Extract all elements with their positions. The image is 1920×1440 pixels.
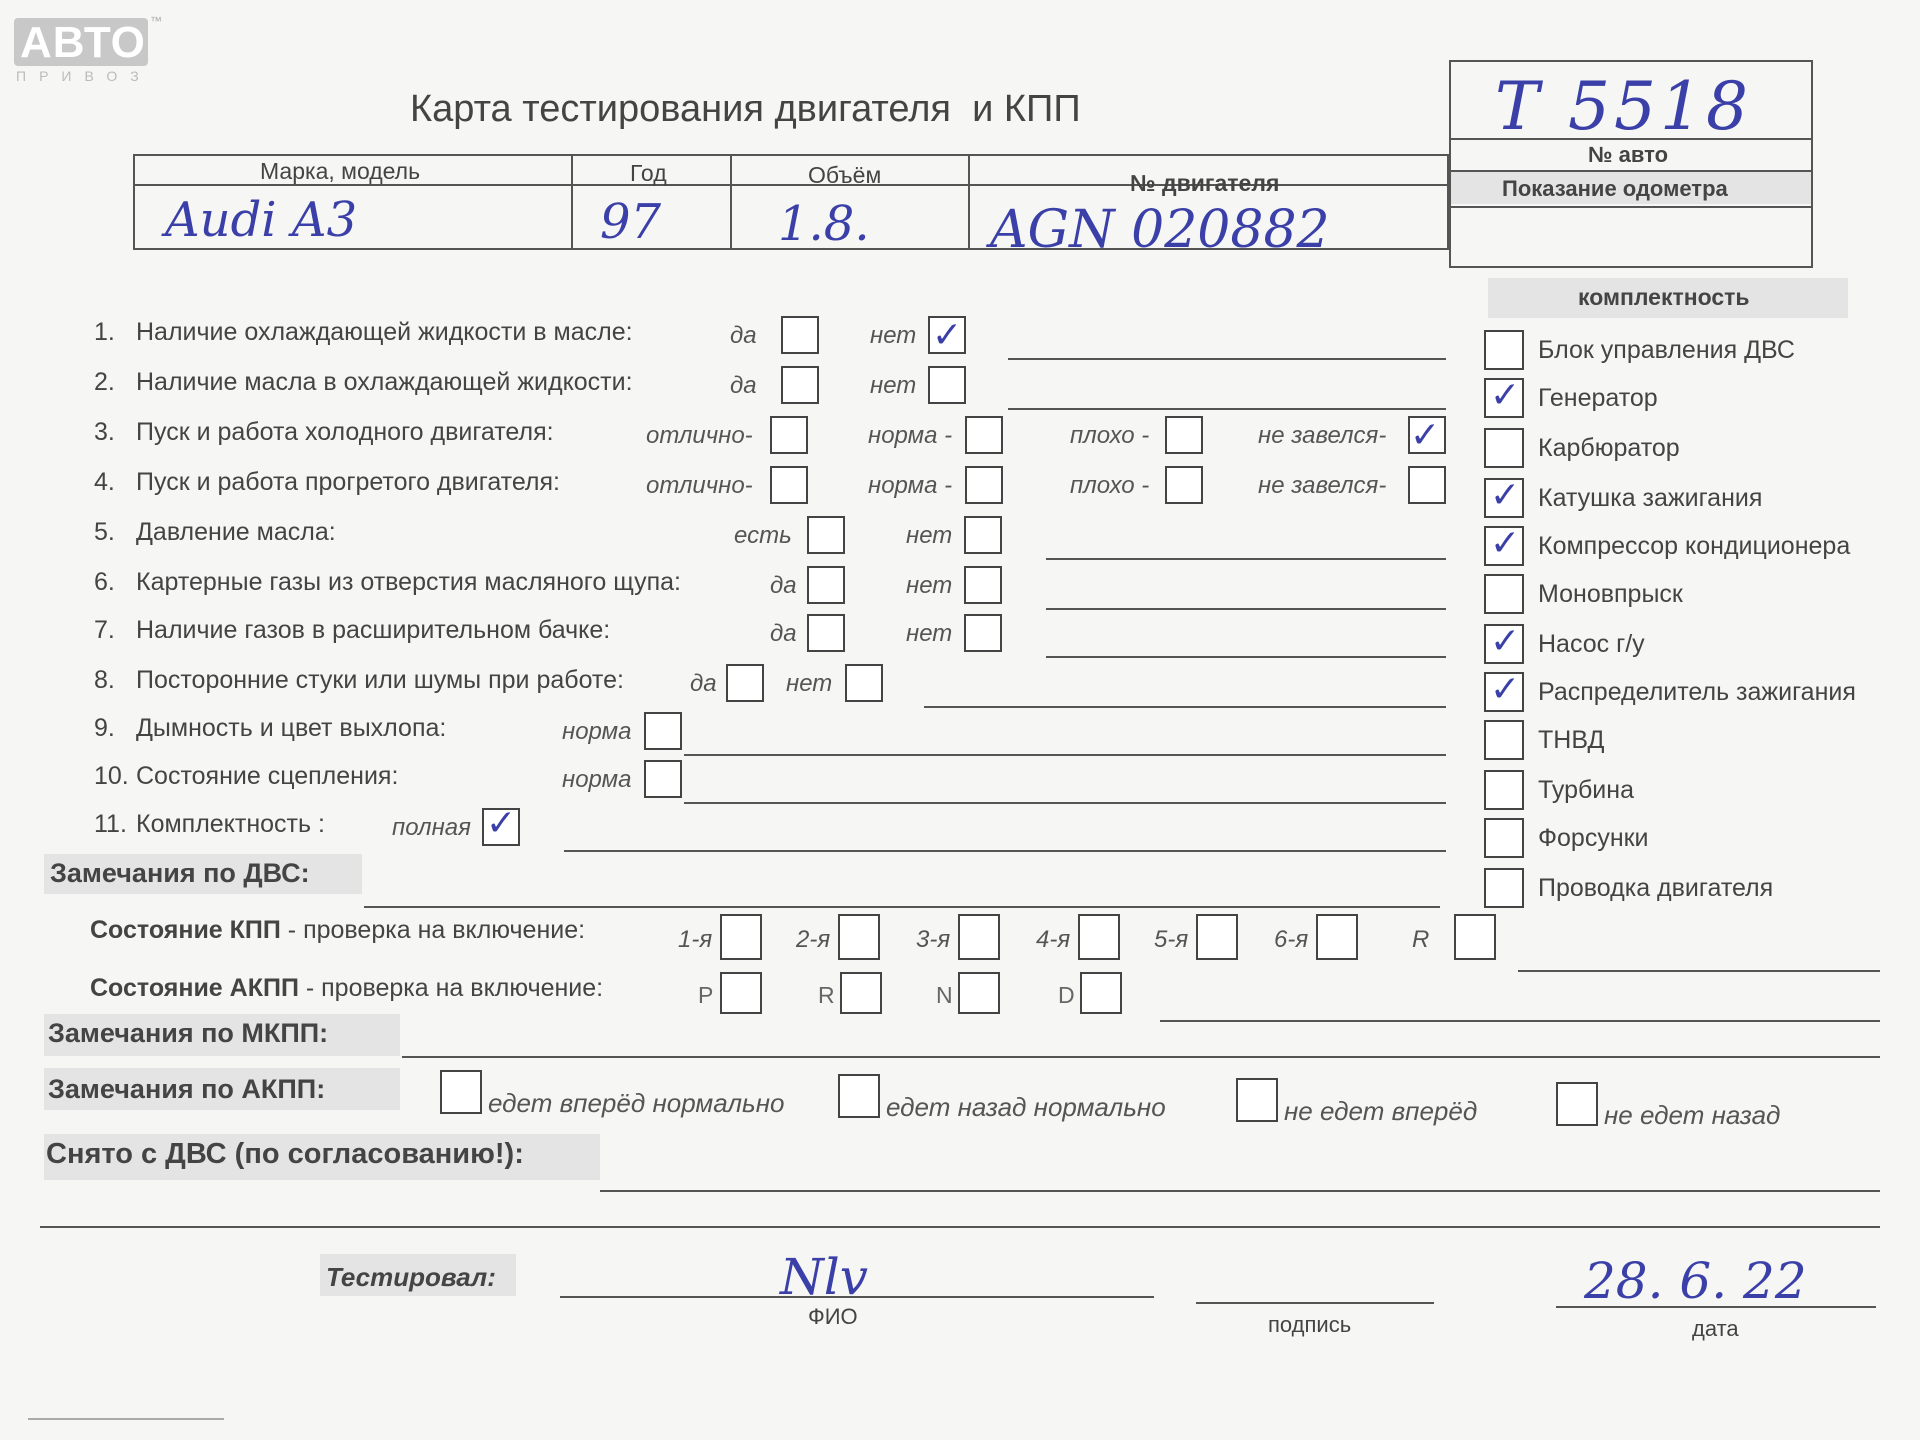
akpp-option-checkbox[interactable] <box>838 1074 880 1118</box>
item-checkbox[interactable] <box>726 664 764 702</box>
akpp-option-label: не едет назад <box>1604 1100 1781 1130</box>
odometer-label: Показание одометра <box>1502 176 1728 201</box>
item-checkbox[interactable] <box>964 516 1002 554</box>
item-label: Давление масла: <box>136 518 336 546</box>
akpp-option-checkbox[interactable] <box>440 1070 482 1114</box>
completeness-item-label: Катушка зажигания <box>1538 484 1763 512</box>
completeness-item-label: Блок управления ДВС <box>1538 336 1795 364</box>
sign-caption: подпись <box>1268 1312 1352 1337</box>
item-option-label: есть <box>734 522 792 549</box>
akpp-option-checkbox[interactable] <box>1236 1078 1278 1122</box>
item-option-label: не завелся- <box>1258 472 1387 499</box>
item-option-label: норма <box>562 718 632 745</box>
removed-line[interactable] <box>600 1190 1880 1192</box>
item-notes-line[interactable] <box>684 754 1446 756</box>
completeness-checkbox[interactable] <box>1484 574 1524 614</box>
item-checkbox[interactable] <box>781 316 819 354</box>
item-option-label: нет <box>906 572 953 599</box>
item-checkbox[interactable] <box>770 416 808 454</box>
completeness-checkbox[interactable] <box>1484 868 1524 908</box>
col-volume-header: Объём <box>808 162 882 188</box>
item-checkbox[interactable] <box>1165 416 1203 454</box>
completeness-item-label: Турбина <box>1538 776 1634 804</box>
kpp-gear-checkbox[interactable] <box>1078 914 1120 960</box>
item-number: 9. <box>94 714 115 742</box>
item-label: Пуск и работа прогретого двигателя: <box>136 468 560 496</box>
item-number: 11. <box>94 810 127 838</box>
item-number: 4. <box>94 468 115 496</box>
completeness-tick: ✓ <box>1490 375 1521 416</box>
item-label: Дымность и цвет выхлопа: <box>136 714 447 742</box>
item-number: 2. <box>94 368 115 396</box>
item-option-label: да <box>770 620 797 647</box>
completeness-checkbox[interactable] <box>1484 330 1524 370</box>
item-option-label: нет <box>906 522 953 549</box>
col-brand-header: Марка, модель <box>260 158 421 184</box>
completeness-tick: ✓ <box>1490 621 1521 662</box>
item-option-label: нет <box>906 620 953 647</box>
completeness-item-label: Карбюратор <box>1538 434 1680 462</box>
completeness-tick: ✓ <box>1490 523 1521 564</box>
item-option-label: да <box>690 670 717 697</box>
kpp-gear-label: 5-я <box>1154 926 1189 953</box>
kpp-gear-label: 6-я <box>1274 926 1309 953</box>
fio-caption: ФИО <box>808 1304 858 1329</box>
item-number: 3. <box>94 418 115 446</box>
date-value: 28. 6. 22 <box>1584 1252 1807 1310</box>
item-option-label: нет <box>870 322 917 349</box>
item-checkbox[interactable] <box>1408 466 1446 504</box>
item-checkbox[interactable] <box>965 466 1003 504</box>
item-option-label: нет <box>786 670 833 697</box>
kpp-label-b: - проверка на включение: <box>280 916 586 944</box>
tested-label: Тестировал: <box>326 1262 496 1292</box>
item-checkbox[interactable] <box>928 366 966 404</box>
completeness-checkbox[interactable] <box>1484 720 1524 760</box>
completeness-item-label: Генератор <box>1538 384 1658 412</box>
item-checkbox[interactable] <box>845 664 883 702</box>
item-checkbox[interactable] <box>807 614 845 652</box>
item-number: 1. <box>94 318 115 346</box>
item-option-label: нет <box>870 372 917 399</box>
akpp-gear-label: D <box>1058 982 1075 1008</box>
item-option-label: полная <box>392 814 471 841</box>
item-notes-line[interactable] <box>1008 408 1446 410</box>
item-checkbox[interactable] <box>964 566 1002 604</box>
item-checkbox[interactable] <box>770 466 808 504</box>
item-label: Наличие газов в расширительном бачке: <box>136 616 611 644</box>
item-option-label: отлично- <box>646 472 753 499</box>
item-option-label: отлично- <box>646 422 753 449</box>
volume-value: 1.8. <box>778 196 870 252</box>
item-option-label: да <box>730 372 757 399</box>
item-number: 10. <box>94 762 129 790</box>
completeness-tick: ✓ <box>1490 475 1521 516</box>
akpp-gear-checkbox[interactable] <box>1080 972 1122 1014</box>
akpp-gear-checkbox[interactable] <box>720 972 762 1014</box>
item-checkbox[interactable] <box>965 416 1003 454</box>
kpp-gear-checkbox[interactable] <box>1196 914 1238 960</box>
kpp-gear-checkbox[interactable] <box>1454 914 1496 960</box>
completeness-item-label: Распределитель зажигания <box>1538 678 1856 706</box>
item-number: 5. <box>94 518 115 546</box>
item-notes-line[interactable] <box>1008 358 1446 360</box>
kpp-gear-label: 3-я <box>916 926 951 953</box>
brand-value: Audi A3 <box>165 192 358 248</box>
item-number: 6. <box>94 568 115 596</box>
item-checkbox[interactable] <box>807 566 845 604</box>
completeness-item-label: Проводка двигателя <box>1538 874 1774 902</box>
item-number: 8. <box>94 666 115 694</box>
completeness-item-label: Компрессор кондиционера <box>1538 532 1851 560</box>
item-option-label: плохо - <box>1070 422 1150 449</box>
kpp-gear-label: 1-я <box>678 926 713 953</box>
akpp-gear-label: R <box>818 982 835 1008</box>
item3-not-started-tick: ✓ <box>1410 415 1441 456</box>
kpp-gear-checkbox[interactable] <box>1316 914 1358 960</box>
auto-number-value: T 5518 <box>1495 68 1752 145</box>
completeness-checkbox[interactable] <box>1484 818 1524 858</box>
item-label: Наличие масла в охлаждающей жидкости: <box>136 368 633 396</box>
completeness-item-label: Насос г/у <box>1538 630 1645 658</box>
item-notes-line[interactable] <box>1046 656 1446 658</box>
akpp-option-label: едет назад нормально <box>886 1092 1166 1122</box>
kpp-gear-checkbox[interactable] <box>720 914 762 960</box>
remarks-dvs-label: Замечания по ДВС: <box>50 858 310 888</box>
item-checkbox[interactable] <box>781 366 819 404</box>
item-checkbox[interactable] <box>644 712 682 750</box>
date-line[interactable] <box>1556 1306 1876 1308</box>
item-label: Посторонние стуки или шумы при работе: <box>136 666 624 694</box>
logo-text: АВТО <box>20 18 146 67</box>
year-value: 97 <box>600 194 662 250</box>
completeness-item-label: Моновпрыск <box>1538 580 1683 608</box>
completeness-tick: ✓ <box>1490 669 1521 710</box>
item-notes-line[interactable] <box>684 802 1446 804</box>
kpp-gear-checkbox[interactable] <box>838 914 880 960</box>
removed-label: Снято с ДВС (по согласованию!): <box>46 1138 524 1170</box>
completeness-title: комплектность <box>1578 284 1750 310</box>
item-option-label: норма - <box>868 422 953 449</box>
item-option-label: плохо - <box>1070 472 1150 499</box>
kpp-label <box>90 916 585 945</box>
akpp-gear-checkbox[interactable] <box>840 972 882 1014</box>
col-engine-header: № двигателя <box>1130 170 1280 196</box>
page-title: Карта тестирования двигателя и КПП <box>410 88 1081 130</box>
akpp-label <box>90 974 603 1003</box>
completeness-checkbox[interactable] <box>1484 428 1524 468</box>
item-label: Комплектность : <box>136 810 325 838</box>
auto-number-label: № авто <box>1588 142 1669 167</box>
akpp-label-a: Состояние АКПП <box>90 974 299 1002</box>
akpp-option-label: не едет вперёд <box>1284 1096 1478 1126</box>
item-option-label: да <box>770 572 797 599</box>
item-option-label: не завелся- <box>1258 422 1387 449</box>
item-option-label: норма - <box>868 472 953 499</box>
fio-line[interactable] <box>560 1296 1154 1298</box>
item-notes-line[interactable] <box>1046 558 1446 560</box>
item-notes-line[interactable] <box>1046 608 1446 610</box>
kpp-gear-label: R <box>1412 926 1430 953</box>
remarks-mkpp-line[interactable] <box>402 1056 1880 1058</box>
kpp-gear-label: 2-я <box>796 926 831 953</box>
akpp-label-b: - проверка на включение: <box>298 974 604 1002</box>
item11-full-tick: ✓ <box>486 803 517 844</box>
item-notes-line[interactable] <box>924 706 1446 708</box>
item-option-label: да <box>730 322 757 349</box>
logo-subtitle: ПРИВОЗ <box>16 68 152 84</box>
item-number: 7. <box>94 616 115 644</box>
akpp-gear-checkbox[interactable] <box>958 972 1000 1014</box>
item-label: Пуск и работа холодного двигателя: <box>136 418 554 446</box>
akpp-gear-label: N <box>936 982 953 1008</box>
completeness-checkbox[interactable] <box>1484 770 1524 810</box>
item-checkbox[interactable] <box>1165 466 1203 504</box>
item-checkbox[interactable] <box>964 614 1002 652</box>
remarks-mkpp-label: Замечания по МКПП: <box>48 1018 329 1048</box>
item-checkbox[interactable] <box>644 760 682 798</box>
item-label: Наличие охлаждающей жидкости в масле: <box>136 318 633 346</box>
akpp-gear-label: P <box>698 982 714 1008</box>
date-caption: дата <box>1692 1316 1739 1341</box>
kpp-gear-checkbox[interactable] <box>958 914 1000 960</box>
kpp-gear-label: 4-я <box>1036 926 1071 953</box>
remarks-dvs-line[interactable] <box>364 906 1440 908</box>
logo-tm: ™ <box>150 14 162 28</box>
completeness-item-label: ТНВД <box>1538 726 1605 754</box>
sign-line[interactable] <box>1196 1302 1434 1304</box>
item-option-label: норма <box>562 766 632 793</box>
akpp-option-checkbox[interactable] <box>1556 1082 1598 1126</box>
kpp-label-a: Состояние КПП <box>90 916 281 944</box>
completeness-item-label: Форсунки <box>1538 824 1649 852</box>
item1-no-tick: ✓ <box>932 315 963 356</box>
remarks-akpp-label: Замечания по АКПП: <box>48 1074 326 1104</box>
item-checkbox[interactable] <box>807 516 845 554</box>
tester-signature: Nlv <box>780 1248 868 1306</box>
akpp-option-label: едет вперёд нормально <box>488 1088 785 1118</box>
engine-number-value: AGN 020882 <box>990 200 1330 260</box>
item-notes-line[interactable] <box>564 850 1446 852</box>
item-label: Состояние сцепления: <box>136 762 399 790</box>
item-label: Картерные газы из отверстия масляного щупа: <box>136 568 681 596</box>
col-year-header: Год <box>630 160 667 186</box>
